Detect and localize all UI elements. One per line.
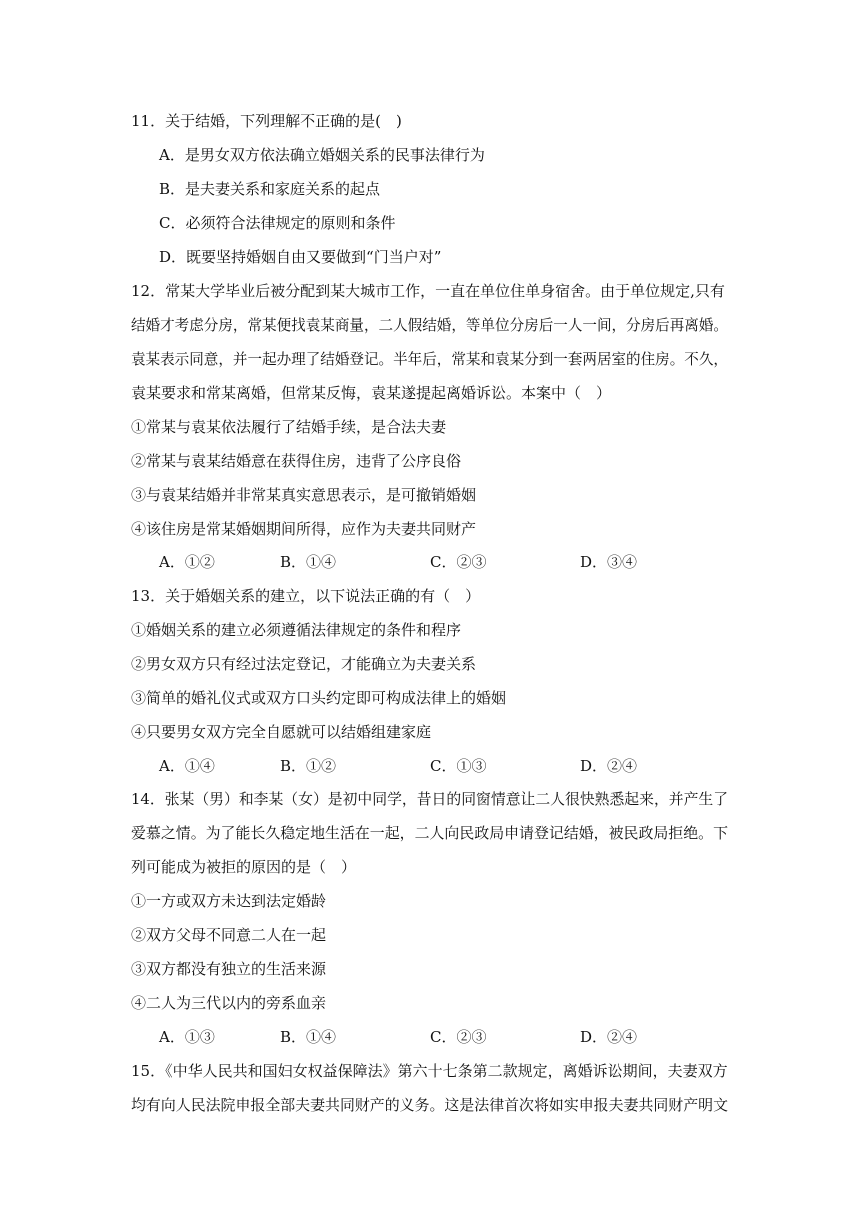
q13-choice-b: B．①② <box>280 757 337 775</box>
q15-stem-line-1: 15．《中华人民共和国妇女权益保障法》第六十七条第二款规定，离婚诉讼期间，夫妻双方 <box>131 1062 728 1080</box>
q13-choice-a: A．①④ <box>159 757 215 775</box>
q14-choice-a: A．①③ <box>159 1028 215 1046</box>
q14-choice-b: B．①④ <box>280 1028 337 1046</box>
q12-choice-d: D．③④ <box>580 553 638 571</box>
q12-stem-line-4: 袁某要求和常某离婚，但常某反悔，袁某遂提起离婚诉讼。本案中（ ） <box>131 384 612 402</box>
q13-statement-3: ③简单的婚礼仪式或双方口头约定即可构成法律上的婚姻 <box>131 689 507 707</box>
q14-stem-line-3: 列可能成为被拒的原因的是（ ） <box>131 858 357 876</box>
q12-statement-4: ④该住房是常某婚姻期间所得，应作为夫妻共同财产 <box>131 520 477 538</box>
q12-choice-b: B．①④ <box>280 553 337 571</box>
q12-choice-a: A．①② <box>159 553 215 571</box>
q11-stem-line-1: 11．关于结婚，下列理解不正确的是( ) <box>131 112 402 130</box>
q12-stem-line-3: 袁某表示同意，并一起办理了结婚登记。半年后，常某和袁某分到一套两居室的住房。不久， <box>131 350 728 368</box>
q12-statement-3: ③与袁某结婚并非常某真实意思表示，是可撤销婚姻 <box>131 486 477 504</box>
q14-statement-3: ③双方都没有独立的生活来源 <box>131 960 327 978</box>
q12-statement-1: ①常某与袁某依法履行了结婚手续，是合法夫妻 <box>131 418 447 436</box>
q12-choice-c: C．②③ <box>430 553 487 571</box>
q12-stem-line-2: 结婚才考虑分房，常某便找袁某商量，二人假结婚，等单位分房后一人一间，分房后再离婚。 <box>131 316 728 334</box>
q11-option-b: B．是夫妻关系和家庭关系的起点 <box>159 180 381 198</box>
q13-statement-4: ④只要男女双方完全自愿就可以结婚组建家庭 <box>131 723 432 741</box>
q11-option-d: D．既要坚持婚姻自由又要做到“门当户对” <box>159 248 442 266</box>
q13-choice-c: C．①③ <box>430 757 487 775</box>
q14-stem-line-2: 爱慕之情。为了能长久稳定地生活在一起，二人向民政局申请登记结婚，被民政局拒绝。下 <box>131 824 729 842</box>
q13-statement-2: ②男女双方只有经过法定登记，才能确立为夫妻关系 <box>131 655 477 673</box>
q12-statement-2: ②常某与袁某结婚意在获得住房，违背了公序良俗 <box>131 452 462 470</box>
q13-statement-1: ①婚姻关系的建立必须遵循法律规定的条件和程序 <box>131 621 462 639</box>
q11-option-a: A．是男女双方依法确立婚姻关系的民事法律行为 <box>159 146 485 164</box>
q14-choice-d: D．②④ <box>580 1028 638 1046</box>
q13-stem-line-1: 13．关于婚姻关系的建立，以下说法正确的有（ ） <box>131 587 481 605</box>
q14-statement-1: ①一方或双方未达到法定婚龄 <box>131 892 327 910</box>
q15-stem-line-2: 均有向人民法院申报全部夫妻共同财产的义务。这是法律首次将如实申报夫妻共同财产明文 <box>131 1096 729 1114</box>
q14-choice-c: C．②③ <box>430 1028 487 1046</box>
q12-stem-line-1: 12．常某大学毕业后被分配到某大城市工作，一直在单位住单身宿舍。由于单位规定,只有 <box>131 282 725 300</box>
q14-statement-4: ④二人为三代以内的旁系血亲 <box>131 994 327 1012</box>
q13-choice-d: D．②④ <box>580 757 638 775</box>
q14-statement-2: ②双方父母不同意二人在一起 <box>131 926 327 944</box>
q11-option-c: C．必须符合法律规定的原则和条件 <box>159 214 396 232</box>
q14-stem-line-1: 14．张某（男）和李某（女）是初中同学，昔日的同窗情意让二人很快熟悉起来，并产生了 <box>131 790 729 808</box>
